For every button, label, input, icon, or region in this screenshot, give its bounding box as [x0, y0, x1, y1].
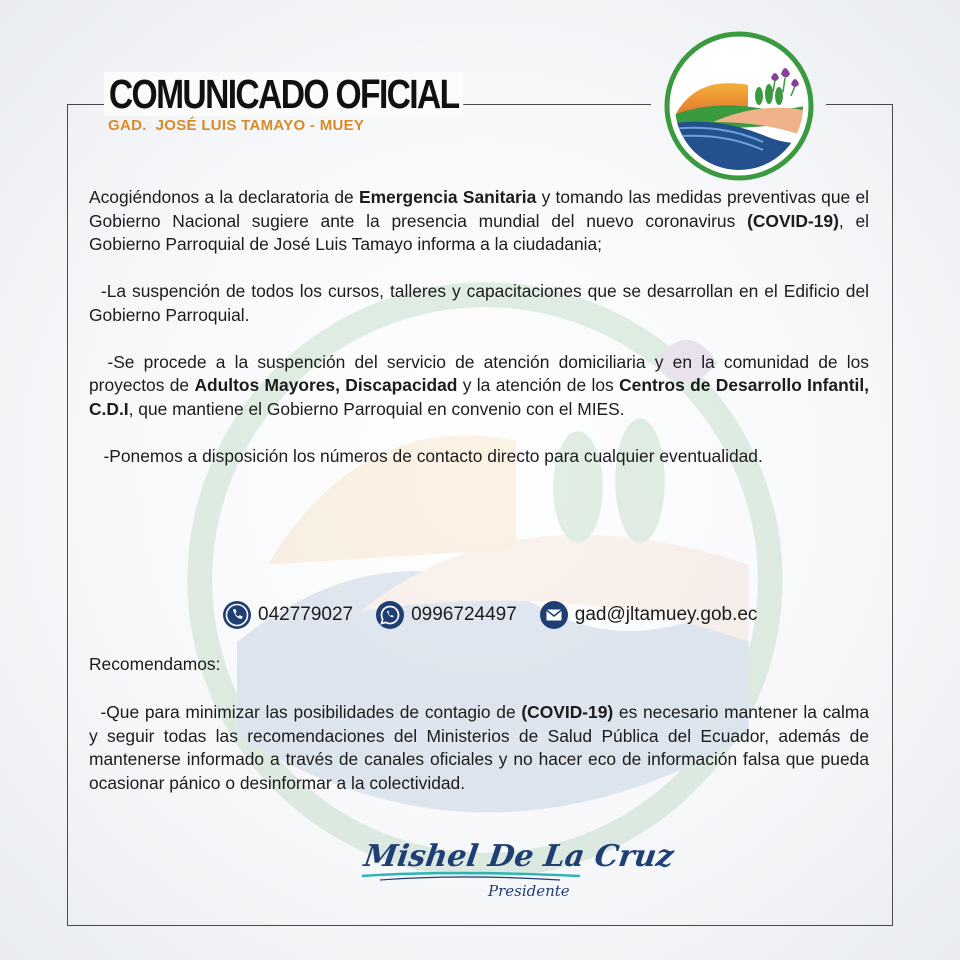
text-run: , el Gobierno Parroquial de José Luis Tamayo informa a la ciudadania; [89, 210, 874, 254]
parish-logo [663, 30, 815, 182]
paragraph-suspension-services [89, 351, 874, 422]
text-run: es necesario mantener la calma y seguir todas las recomendaciones del Ministerios de Salud Pública del Ecuador, además de mantenerse informado a través de canales oficiales y no hacer eco de información falsa que pueda ocasionar pánico o desinformar a la colectividad. [89, 702, 874, 793]
announcement-body [89, 186, 874, 492]
text-run: Acogiéndonos a la declaratoria de [89, 187, 359, 207]
page-subtitle: GAD. JOSÉ LUIS TAMAYO - MUEY [108, 117, 365, 134]
emphasis-text: Adultos Mayores, Discapacidad [194, 375, 458, 395]
contact-whatsapp-text: 0996724497 [411, 604, 517, 625]
contact-email-text: gad@jltamuey.gob.ec [574, 604, 758, 625]
contact-bar [222, 600, 779, 630]
contact-phone[interactable] [222, 600, 353, 630]
paragraph-intro [89, 186, 874, 257]
emphasis-text: (COVID-19) [521, 702, 614, 722]
frame-top-line-left [67, 104, 105, 105]
signature-role: Presidente [488, 882, 570, 900]
paragraph-contact-intro [89, 445, 869, 469]
signature [360, 830, 676, 910]
contact-phone-text: 042779027 [258, 604, 354, 625]
recommendations-text [89, 701, 874, 795]
header [104, 72, 542, 116]
text-run: -Ponemos a disposición los números de contacto directo para cualquier eventualidad. [89, 445, 763, 466]
signature-name: Mishel De La Cruz [361, 839, 676, 874]
page-title: COMUNICADO OFICIAL [104, 72, 463, 116]
text-run: -Se procede a la suspención del servicio de atención domiciliaria y en la comunidad de los proyectos de [89, 351, 874, 395]
email-icon [539, 600, 569, 630]
paragraph-suspension-courses [89, 280, 874, 327]
text-run: , que mantiene el Gobierno Parroquial en convenio con el MIES. [128, 398, 625, 419]
recommendations-label: Recomendamos: [89, 654, 221, 674]
whatsapp-icon [375, 600, 405, 630]
text-run: -La suspención de todos los cursos, talleres y capacitaciones que se desarrollan en el Edificio del Gobierno Parroquial. [89, 281, 874, 325]
emphasis-text: Centros de Desarrollo Infantil, C.D.I [89, 375, 870, 419]
emphasis-text: (COVID-19) [747, 210, 839, 231]
contact-whatsapp[interactable] [375, 600, 517, 630]
text-run: y la atención de los [457, 375, 620, 395]
phone-icon [222, 600, 252, 630]
frame-top-line-right [826, 104, 893, 105]
text-run: -Que para minimizar las posibilidades de contagio de [89, 702, 522, 722]
emphasis-text: Emergencia Sanitaria [358, 187, 537, 207]
contact-email[interactable] [539, 600, 758, 630]
text-run: y tomando las medidas preventivas que el Gobierno Nacional sugiere ante la presencia mundial del nuevo coronavirus [89, 187, 874, 231]
